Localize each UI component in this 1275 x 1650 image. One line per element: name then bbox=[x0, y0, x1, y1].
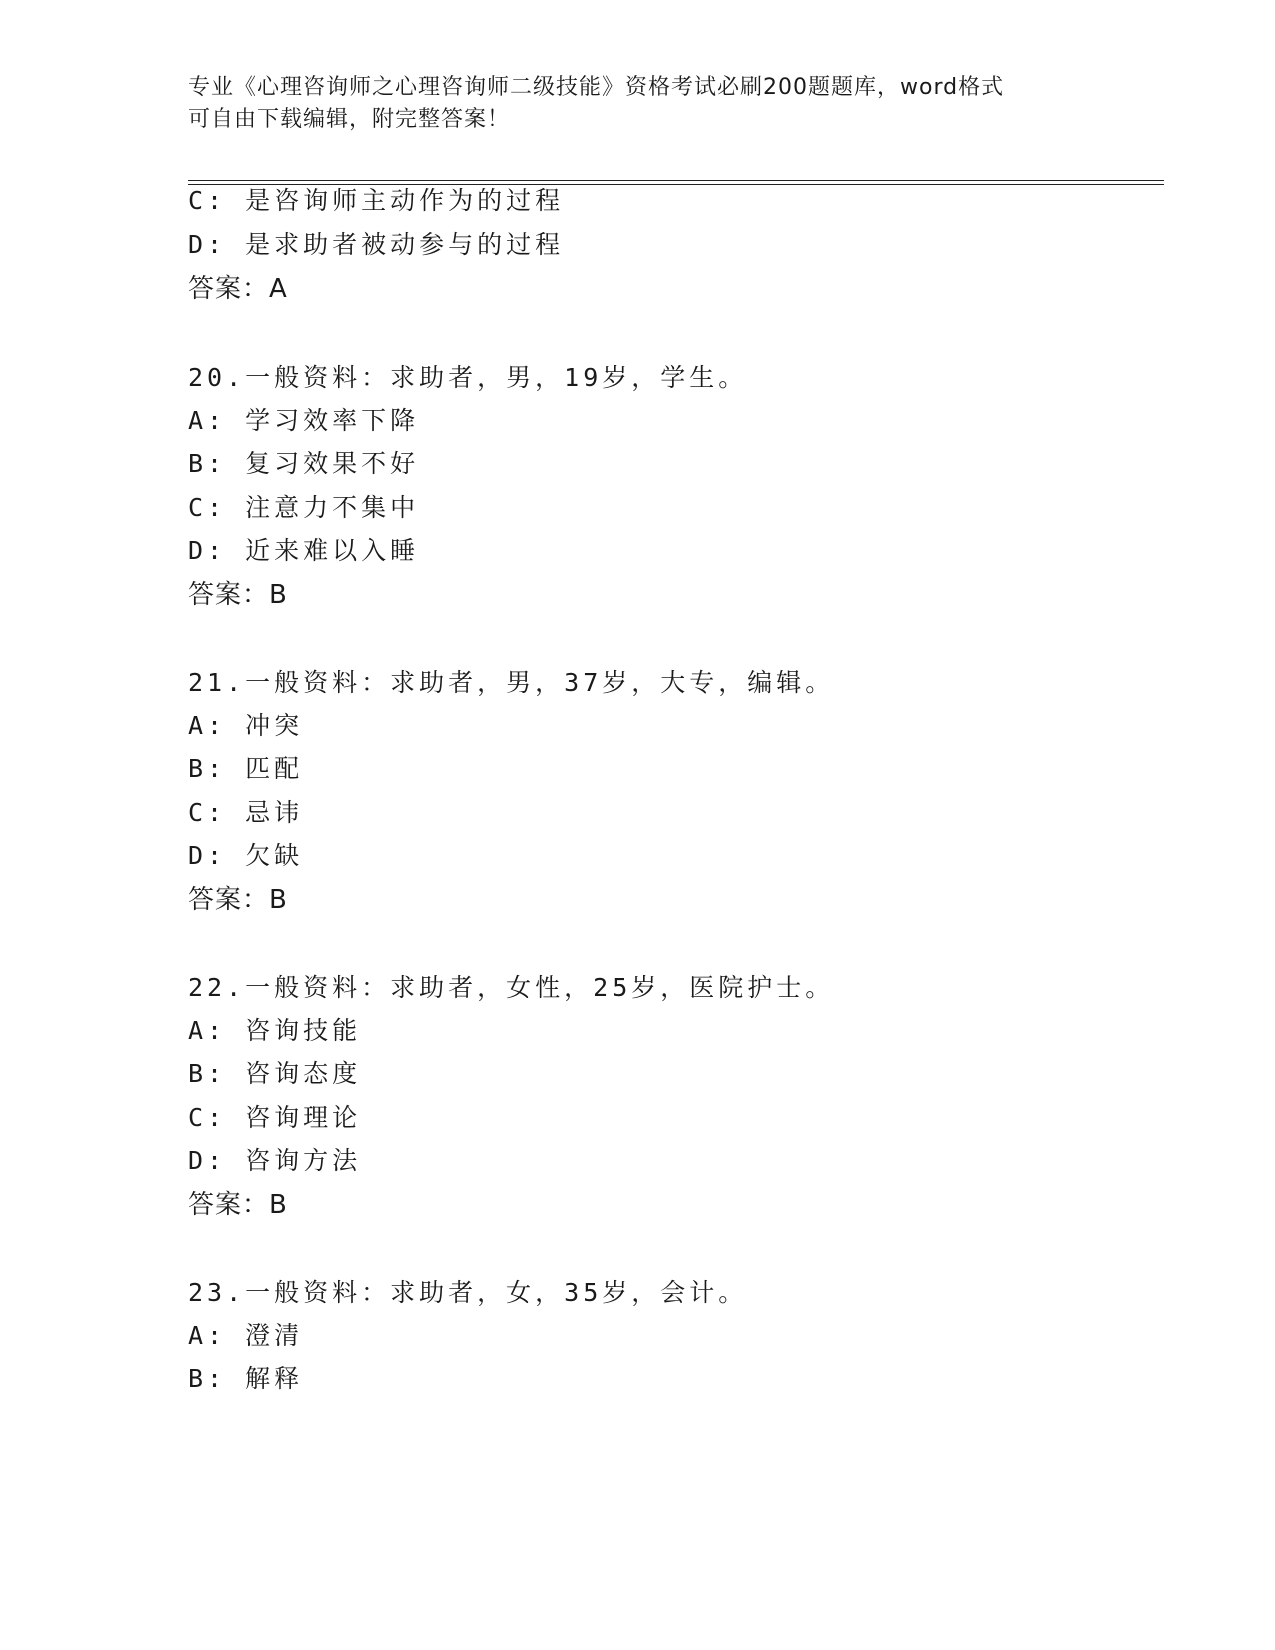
header-title-line-1: 专业《心理咨询师之心理咨询师二级技能》资格考试必刷200题题库，word格式 bbox=[188, 75, 1005, 100]
option-d-q20: D: 近来难以入睡 bbox=[188, 536, 420, 565]
header-title-line-2: 可自由下载编辑，附完整答案！ bbox=[188, 107, 511, 132]
option-c-q19: C: 是咨询师主动作为的过程 bbox=[188, 186, 565, 215]
document-header bbox=[188, 72, 1088, 136]
answer-q21: 答案：B bbox=[188, 885, 288, 915]
option-a-q23: A: 澄清 bbox=[188, 1321, 304, 1350]
option-a-q21: A: 冲突 bbox=[188, 711, 304, 740]
answer-q22: 答案：B bbox=[188, 1190, 288, 1220]
option-d-q21: D: 欠缺 bbox=[188, 841, 304, 870]
option-b-q21: B: 匹配 bbox=[188, 754, 304, 783]
option-c-q20: C: 注意力不集中 bbox=[188, 493, 420, 522]
option-b-q23: B: 解释 bbox=[188, 1364, 304, 1393]
question-22: 22.一般资料：求助者，女性，25岁，医院护士。 bbox=[188, 973, 835, 1002]
option-b-q22: B: 咨询态度 bbox=[188, 1059, 362, 1088]
question-20: 20.一般资料：求助者，男，19岁，学生。 bbox=[188, 363, 748, 392]
option-a-q22: A: 咨询技能 bbox=[188, 1016, 362, 1045]
option-d-q19: D: 是求助者被动参与的过程 bbox=[188, 230, 565, 259]
option-c-q22: C: 咨询理论 bbox=[188, 1103, 362, 1132]
option-c-q21: C: 忌讳 bbox=[188, 798, 304, 827]
option-a-q20: A: 学习效率下降 bbox=[188, 406, 420, 435]
option-b-q20: B: 复习效果不好 bbox=[188, 449, 420, 478]
option-d-q22: D: 咨询方法 bbox=[188, 1146, 362, 1175]
question-23: 23.一般资料：求助者，女，35岁，会计。 bbox=[188, 1278, 748, 1307]
question-21: 21.一般资料：求助者，男，37岁，大专，编辑。 bbox=[188, 668, 835, 697]
answer-q19: 答案：A bbox=[188, 274, 288, 304]
answer-q20: 答案：B bbox=[188, 580, 288, 610]
header-divider-top bbox=[188, 180, 1164, 181]
